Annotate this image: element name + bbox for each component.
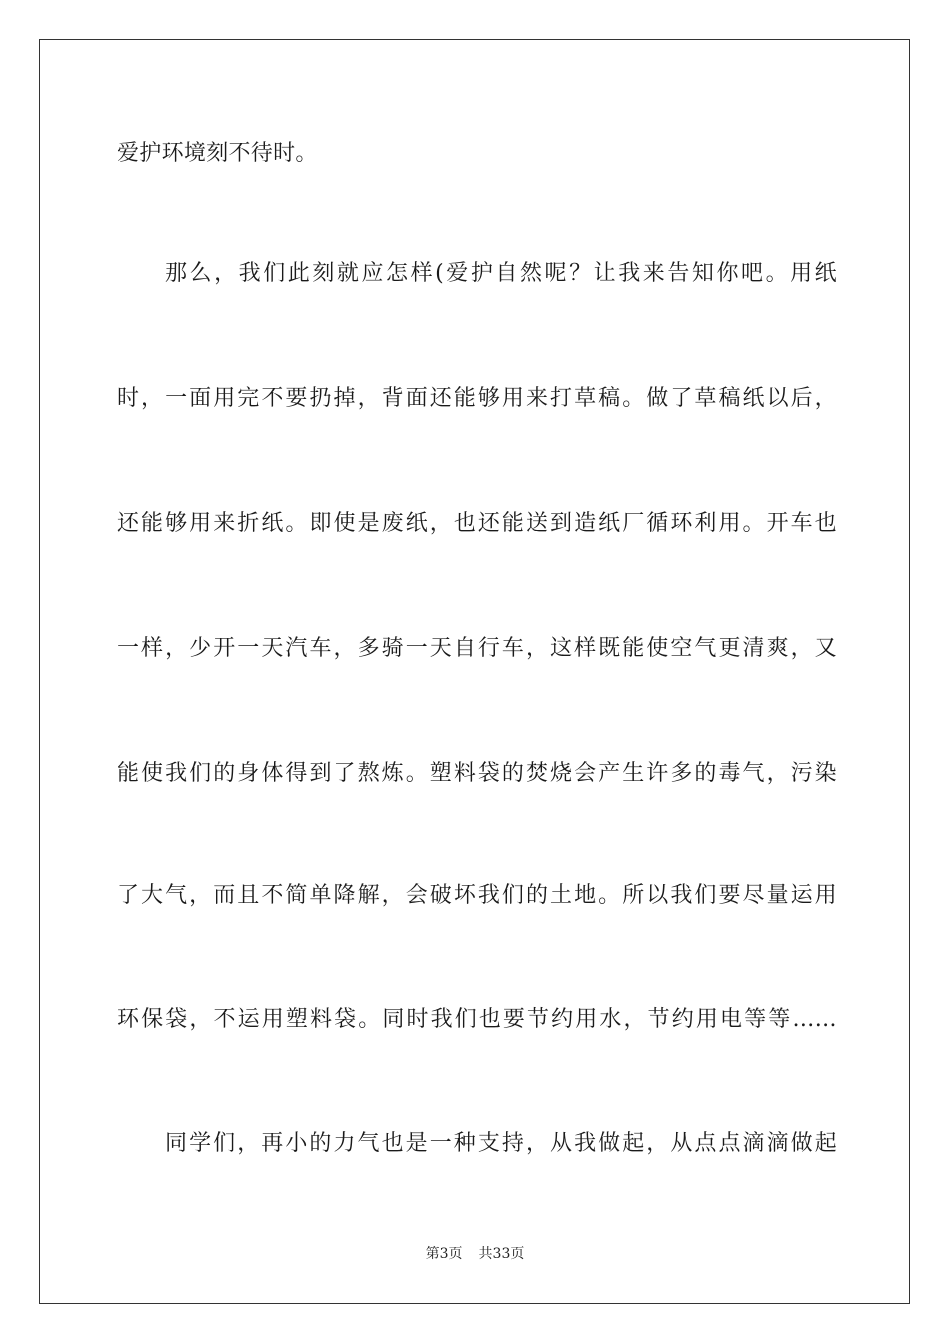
text-line-5: 一样，少开一天汽车，多骑一天自行车，这样既能使空气更清爽，又 (117, 636, 837, 661)
page-border (39, 39, 910, 1304)
page-footer (0, 1244, 950, 1264)
page-number: 第3页 (425, 1246, 463, 1262)
text-line-7: 了大气，而且不简单降解，会破坏我们的土地。所以我们要尽量运用 (117, 883, 837, 908)
text-line-3: 时，一面用完不要扔掉，背面还能够用来打草稿。做了草稿纸以后， (117, 386, 837, 411)
text-line-2: 那么，我们此刻就应怎样(爱护自然呢？让我来告知你吧。用纸 (165, 261, 837, 286)
text-line-4: 还能够用来折纸。即使是废纸，也还能送到造纸厂循环利用。开车也 (117, 511, 837, 536)
page-total: 共33页 (478, 1246, 525, 1262)
text-line-8: 环保袋，不运用塑料袋。同时我们也要节约用水，节约用电等等…… (117, 1007, 837, 1032)
text-line-6: 能使我们的身体得到了熬炼。塑料袋的焚烧会产生许多的毒气，污染 (117, 761, 837, 786)
text-line-1: 爱护环境刻不待时。 (117, 141, 318, 166)
text-line-9: 同学们，再小的力气也是一种支持，从我做起，从点点滴滴做起 (165, 1131, 837, 1156)
